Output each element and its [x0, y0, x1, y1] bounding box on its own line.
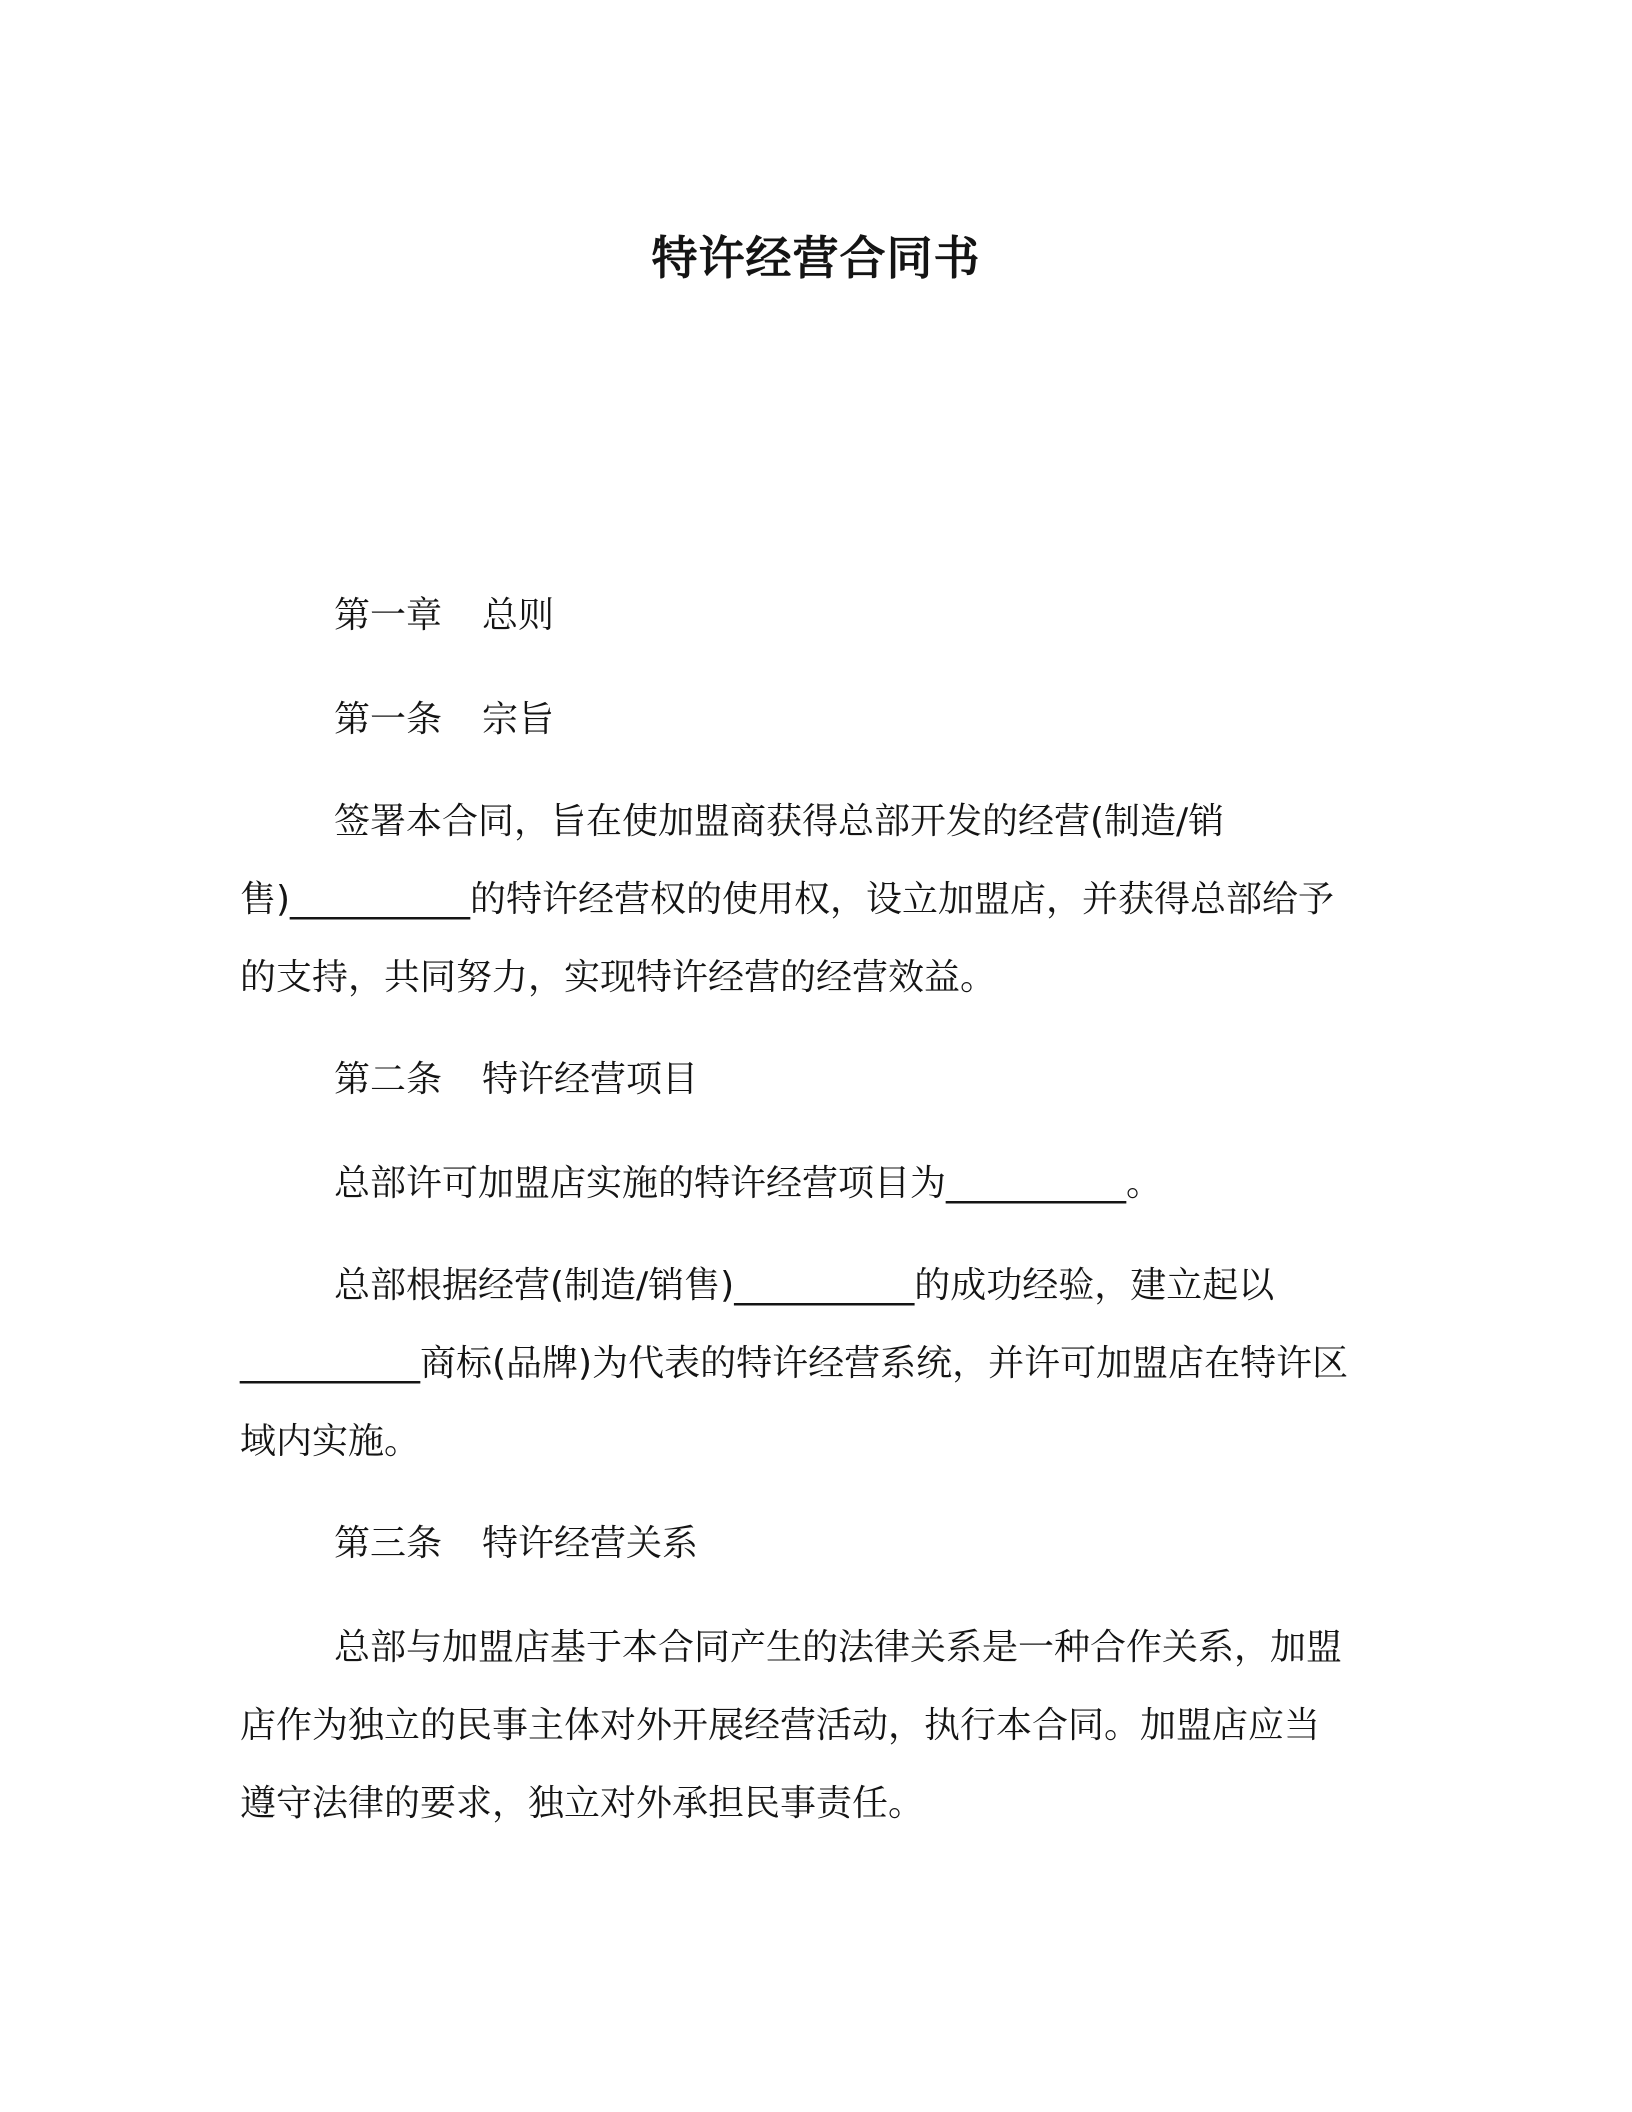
article-3-text-line: 遵守法律的要求，独立对外承担民事责任。	[240, 1783, 925, 1824]
article-3-name: 特许经营关系	[482, 1523, 699, 1564]
article-1-heading	[334, 698, 554, 742]
article-1-text-line: 售)__________的特许经营权的使用权，设立加盟店，并获得总部给予	[240, 879, 1335, 920]
article-2-number: 第二条	[334, 1059, 443, 1100]
article-1-name: 宗旨	[482, 699, 555, 740]
document-title: 特许经营合同书	[651, 231, 981, 285]
article-1-number: 第一条	[334, 699, 443, 740]
article-1-text-line: 的支持，共同努力，实现特许经营的经营效益。	[240, 957, 997, 998]
article-2-text-line: __________商标(品牌)为代表的特许经营系统，并许可加盟店在特许区	[240, 1343, 1349, 1384]
chapter-name: 总则	[482, 595, 555, 636]
article-1-text-line: 签署本合同，旨在使加盟商获得总部开发的经营(制造/销	[334, 801, 1225, 842]
article-3-text-line: 总部与加盟店基于本合同产生的法律关系是一种合作关系，加盟	[334, 1627, 1343, 1668]
chapter-heading	[334, 594, 554, 638]
article-3-number: 第三条	[334, 1523, 443, 1564]
article-2-para-1: 总部许可加盟店实施的特许经营项目为__________。	[334, 1163, 1163, 1204]
article-2-text-line: 总部根据经营(制造/销售)__________的成功经验，建立起以	[334, 1265, 1275, 1306]
article-3-text-line: 店作为独立的民事主体对外开展经营活动，执行本合同。加盟店应当	[240, 1705, 1321, 1746]
article-2-heading	[334, 1058, 698, 1102]
article-2-name: 特许经营项目	[482, 1059, 699, 1100]
article-2-text-line: 域内实施。	[240, 1421, 421, 1462]
article-3-heading	[334, 1522, 698, 1566]
chapter-number: 第一章	[334, 595, 443, 636]
